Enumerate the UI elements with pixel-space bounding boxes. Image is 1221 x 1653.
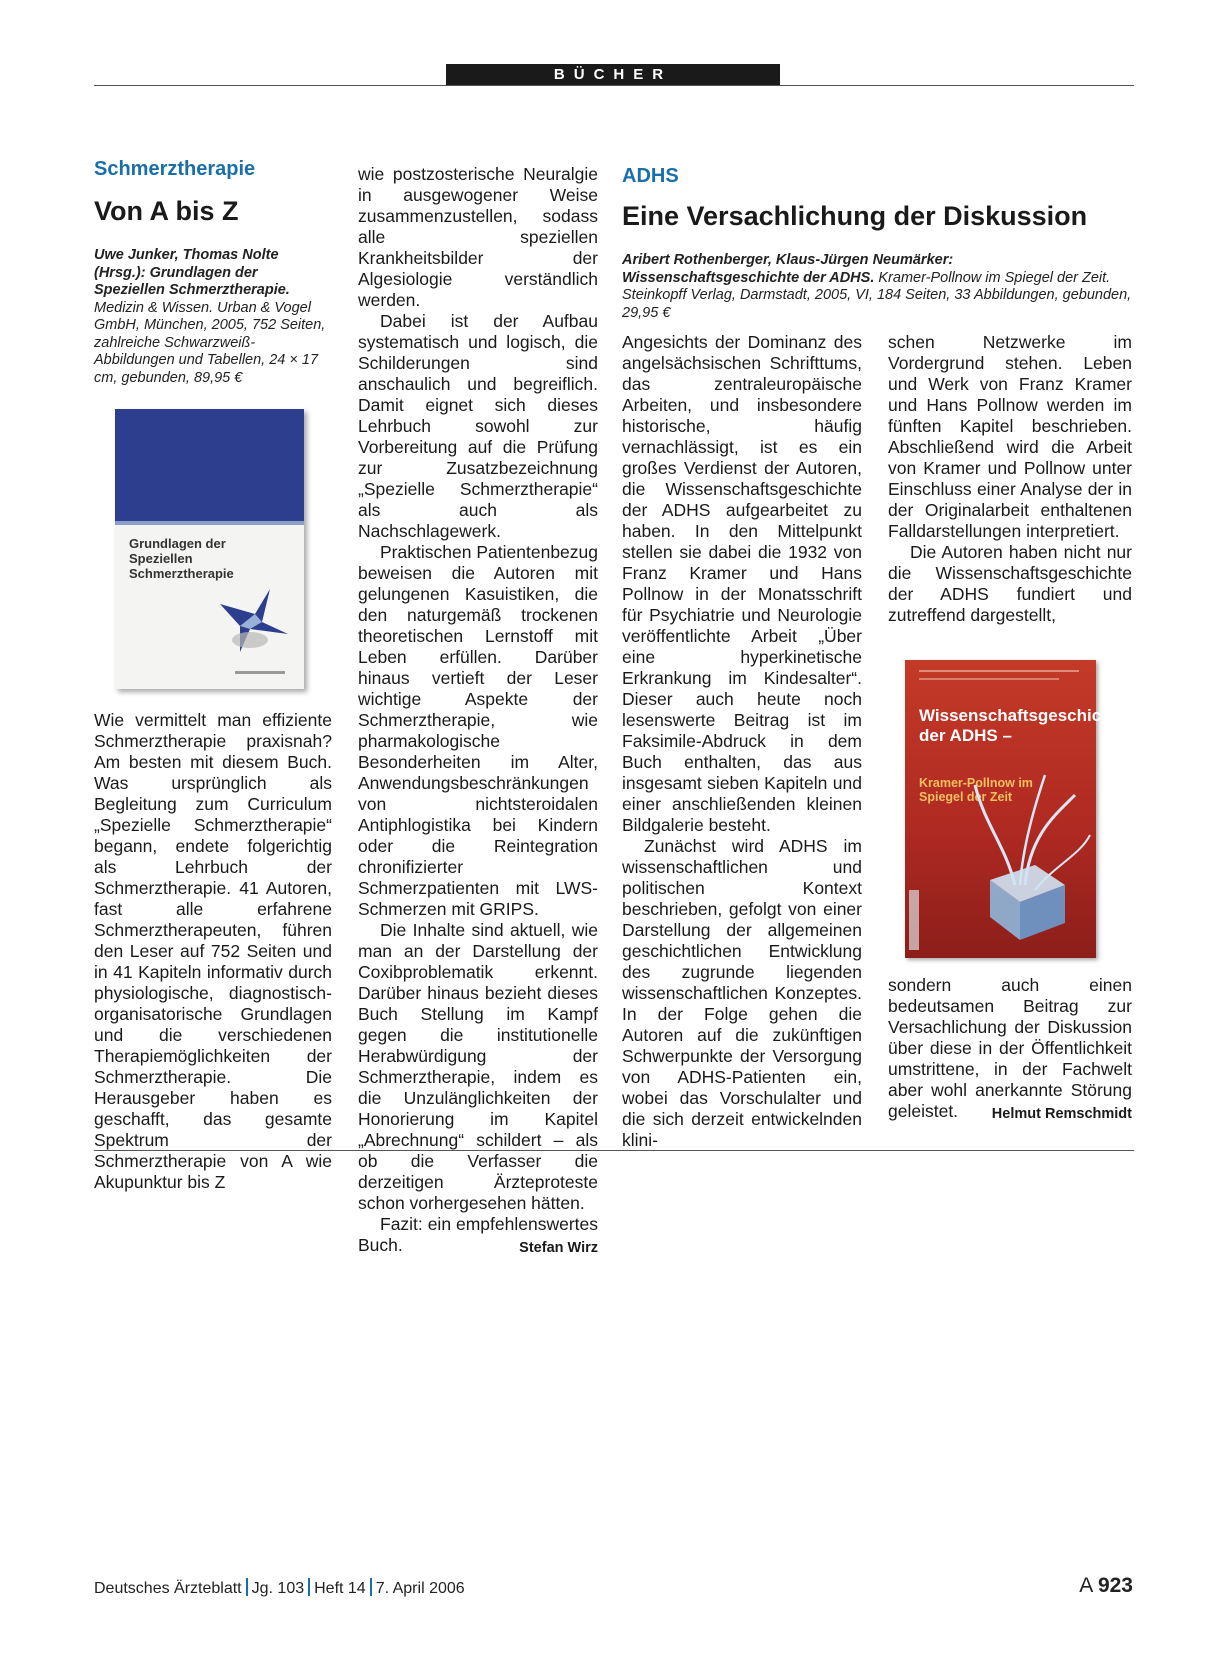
footer-date: 7. April 2006 [375, 1580, 465, 1597]
review2-column4-top [888, 332, 1132, 626]
review1-biblio-rest: Medizin & Wissen. Urban & Vogel GmbH, München, 2005, 752 Seiten, zahlreiche Schwarzweiß-Abbildungen und Tabellen, 24 × 17 cm, gebunden, 89,95 € [94, 299, 326, 386]
review1-col1-p1: Wie vermittelt man effiziente Schmerztherapie praxisnah? Am besten mit diesem Buch. Was ursprünglich als Begleitung zum Curriculum „Spezielle Schmerztherapie“ begann, endete folgerichtig als Lehrbuch der Schmerztherapie. 41 Autoren, fast alle erfahrene Schmerztherapeuten, führen den Leser auf 752 Seiten und in 41 Kapiteln informativ durch physiologische, diagnostisch-organisatorische Grundlagen und die verschiedenen Therapiemöglichkeiten der Schmerztherapie. Die Herausgeber haben es geschafft, das gesamte Spektrum der Schmerztherapie von A wie Akupunktur bis Z [94, 710, 332, 1192]
review1-column1 [94, 710, 332, 1193]
footer-separator [308, 1578, 310, 1596]
review1-column2 [358, 164, 598, 1259]
footer-journal: Deutsches Ärzteblatt [94, 1580, 242, 1597]
review1-category: Schmerztherapie [94, 158, 256, 180]
review2-signature: Helmut Remschmidt [991, 1106, 1132, 1122]
review2-biblio-bold: Aribert Rothenberger, Klaus-Jürgen Neumärker: Wissenschaftsgeschichte der ADHS. [622, 252, 954, 286]
review1-biblio [94, 247, 332, 387]
star-logo-icon [210, 584, 290, 654]
cover2-subtitle: Kramer-Pollnow im Spiegel der Zeit [919, 776, 1033, 804]
review2-category: ADHS [622, 165, 679, 187]
review2-conclusion: sondern auch einen bedeutsamen Beitrag zur Versachlichung der Diskussion über diese in der Öffentlichkeit umstrittene, in der Fachwelt aber wohl anerkannte Störung geleistet. [888, 975, 1132, 1121]
review2-biblio [622, 252, 1132, 322]
footer-citation [94, 1578, 465, 1598]
review2-col3-p2: Zunächst wird ADHS im wissenschaftlichen und politischen Kontext beschrieben, gefolgt von einer Darstellung der allgemeinen geschichtlichen Entwicklung des zugrunde liegenden wissenschaftlichen Konzeptes. In der Folge gehen die Autoren auf die zukünftigen Schwerpunkte der Versorgung von ADHS-Patienten ein, wobei das Vorschulalter und die sich derzeit entwickelnden klini- [622, 836, 862, 1150]
footer-separator [370, 1578, 372, 1596]
page-number-value: 923 [1097, 1574, 1133, 1597]
page-number [1079, 1574, 1133, 1598]
review1-col2-p5 [358, 1214, 598, 1256]
book-cover-schmerztherapie [115, 409, 304, 689]
section-header: BÜCHER [446, 64, 780, 85]
review2-col4-p1: schen Netzwerke im Vordergrund stehen. Leben und Werk von Franz Kramer und Hans Pollnow werden im fünften Kapitel beschrieben. Abschließend wird die Arbeit von Kramer und Pollnow unter Einschluss einer Analyse der in der Originalarbeit enthaltenen Falldarstellungen interpretiert. [888, 332, 1132, 541]
review2-column3 [622, 332, 862, 1151]
review2-title: Eine Versachlichung der Diskussion [622, 201, 1088, 231]
review1-col2-p4: Die Inhalte sind aktuell, wie man an der Darstellung der Coxibproblematik erkennt. Darüber hinaus bezieht dieses Buch Stellung im Kampf gegen die institutionelle Herabwürdigung der Schmerztherapie, indem es die Unzulänglichkeiten der Honorierung im Kapitel „Abrechnung“ schildert – als ob die Verfasser die derzeitigen Ärzteproteste schon vorhergesehen hätten. [358, 920, 598, 1213]
review1-signature: Stefan Wirz [519, 1240, 598, 1256]
glass-cube-illustration-icon [945, 765, 1095, 945]
footer-separator [246, 1578, 248, 1596]
review2-col4-p3 [888, 975, 1132, 1122]
review1-col2-p1: wie postzosterische Neuralgie in ausgewogener Weise zusammenzustellen, sodass alle speziellen Krankheitsbilder der Algesiologie verständlich werden. [358, 164, 598, 310]
book-cover-adhs [905, 660, 1127, 958]
review1-conclusion: Fazit: ein empfehlenswertes Buch. [358, 1214, 598, 1255]
review2-col3-p1: Angesichts der Dominanz des angelsächsischen Schrifttums, das zentraleuropäische Arbeiten, und insbesondere historische, häufig vernachlässigt, ist es ein großes Verdienst der Autoren, die Wissenschaftsgeschichte der ADHS aufgearbeitet zu haben. In den Mittelpunkt stellen sie dabei die 1932 von Franz Kramer und Hans Pollnow in der Monatsschrift für Psychiatrie und Neurologie veröffentlichte Arbeit „Über eine hyperkinetische Erkrankung im Kindesalter“. Dieser auch heute noch lesenswerte Beitrag ist im Faksimile-Abdruck in dem Buch enthalten, das aus insgesamt sieben Kapiteln und einer anschließenden kleinen Bildgalerie besteht. [622, 332, 862, 835]
cover1-title: Grundlagen der Speziellen Schmerztherapie [129, 536, 234, 581]
header-rule [94, 85, 1134, 86]
review2-biblio-rest: Kramer-Pollnow im Spiegel der Zeit. Steinkopff Verlag, Darmstadt, 2005, VI, 184 Seiten, 33 Abbildungen, gebunden, 29,95 € [622, 269, 1132, 321]
bottom-rule [94, 1150, 1134, 1151]
cover2-title: Wissenschaftsgeschichte der ADHS – [919, 706, 1127, 745]
footer-volume: Jg. 103 [251, 1580, 305, 1597]
review1-col2-p3: Praktischen Patientenbezug beweisen die Autoren mit gelungenen Kasuistiken, die den naturgemäß trockenen theoretischen Lernstoff mit Leben erfüllen. Darüber hinaus vertieft der Leser wichtige Aspekte der Schmerztherapie, wie pharmakologische Besonderheiten im Alter, Anwendungsbeschränkungen von nichtsteroidalen Antiphlogistika bei Kindern oder die Reintegration chronifizierter Schmerzpatienten mit LWS-Schmerzen mit GRIPS. [358, 542, 598, 919]
review1-title: Von A bis Z [94, 196, 239, 226]
review1-col2-p2: Dabei ist der Aufbau systematisch und logisch, die Schilderungen sind anschaulich und begreiflich. Damit eignet sich dieses Lehrbuch sowohl zur Vorbereitung auf die Prüfung zur Zusatzbezeichnung „Spezielle Schmerztherapie“ als auch als Nachschlagewerk. [358, 311, 598, 541]
review1-biblio-bold: Uwe Junker, Thomas Nolte (Hrsg.): Grundlagen der Speziellen Schmerztherapie. [94, 247, 290, 298]
footer-issue: Heft 14 [314, 1580, 366, 1597]
review2-col4-p2: Die Autoren haben nicht nur die Wissenschaftsgeschichte der ADHS fundiert und zutreffend dargestellt, [888, 542, 1132, 625]
page-prefix: A [1079, 1574, 1093, 1597]
review2-column4-bottom [888, 975, 1132, 1125]
